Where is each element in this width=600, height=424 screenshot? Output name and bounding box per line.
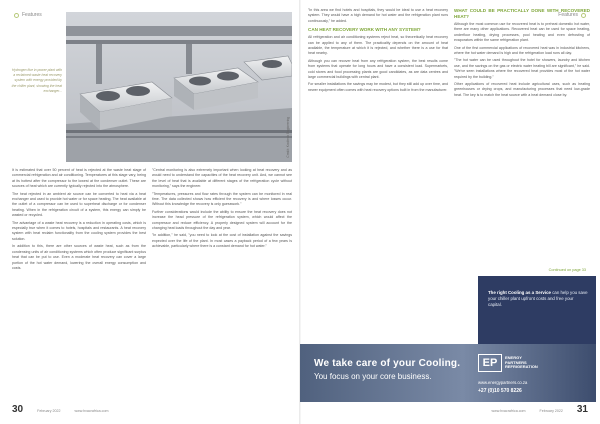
photo-illustration xyxy=(66,12,292,162)
footer-left xyxy=(12,404,108,415)
paragraph: "The hot water can be used throughout the hotel for showers, laundry and kitchen use, and the savings on the gas or electric water heating bill are significant," he said. "We've seen installations where the recovered heat provides most of the hot water required by the building." xyxy=(454,58,590,79)
logo-wordmark xyxy=(505,356,538,370)
paragraph: The advantage of a waste heat recovery is a reduction in operating costs, which is especially true when it comes to hotels, hospitals and restaurants. A heat recovery system with heat reclaim functionality from the cooling system provides the best solution. xyxy=(12,220,146,241)
right-column-1 xyxy=(308,8,448,95)
paragraph: For smaller installations the savings may be modest, but they still add up over time, and newer equipment often comes with heat recovery options built in from the manufacturer. xyxy=(308,82,448,92)
ad-phone[interactable]: +27 (0)10 570 8226 xyxy=(478,388,522,394)
left-column-2 xyxy=(152,168,292,252)
paragraph: "Central monitoring is also extremely important when looking at heat recovery and as would need to understand the capacities of the heat recovery unit. And, we cannot see the level of heat that is available at different stages of the refrigeration cycle without monitoring," says the engineer. xyxy=(152,168,292,189)
section-dot-icon xyxy=(14,13,19,18)
paragraph: Although the most common use for recovered heat is to preheat domestic hot water, there are many other applications. Recovered heat can be used for space heating, underfloor heating, drying processes, pool heating and even defrosting of evaporators within the same refrigeration plant. xyxy=(454,22,590,43)
logo-line: PARTNERS xyxy=(505,359,527,365)
right-page xyxy=(300,0,600,424)
section-tag-left xyxy=(14,12,42,18)
logo-line: ENERGY xyxy=(505,355,522,361)
website-left[interactable]: www.hvacrafrica.com xyxy=(74,409,109,413)
subheading: CAN HEAT RECOVERY WORK WITH ANY SYSTEM? xyxy=(308,27,421,33)
paragraph: One of the first commercial applications of recovered heat was in industrial kitchens, where the hot water demand is high and the refrigeration load runs all day. xyxy=(454,45,590,56)
ad-headline: We take care of your Cooling. xyxy=(314,358,461,369)
paragraph: "In this area we find hotels and hospitals, they would be ideal to use a heat recovery system. They would have a high demand for hot water and the refrigeration plant runs continuously," he added. xyxy=(308,8,448,23)
ad-subline: You focus on your core business. xyxy=(314,372,432,381)
paragraph: Further considerations would include the ability to ensure the heat recovery does not increase the head pressure of the refrigeration system, which would affect the compressor and reduce efficiency. A properly designed system will account for the changing heat loads throughout the day and year. xyxy=(152,209,292,231)
footer-right xyxy=(492,404,588,415)
paragraph: It is estimated that over 50 percent of heat is rejected at the waste heat stage of commercial refrigeration and air conditioning. Temperatures at this stage vary, being at its hottest after the compressor to the lowest at the condenser outlet. These are sources of heat which are currently typically rejected into the atmosphere. xyxy=(12,168,146,189)
logo-mark: EP xyxy=(478,354,502,372)
continued-link[interactable]: Continued on page 33 xyxy=(548,268,586,272)
cooling-service-ad[interactable] xyxy=(478,276,596,344)
photo-credit: Credit: Kooltech Engineering xyxy=(286,117,290,158)
issue-date-left: February 2022 xyxy=(37,409,61,413)
ad-lead: The right Cooling as a Service xyxy=(488,290,551,295)
right-column-2 xyxy=(454,8,590,100)
issue-date-right: February 2022 xyxy=(539,409,563,413)
paragraph: Other applications of recovered heat include agricultural uses, such as heating greenhouses or drying crops, and manufacturing processes that need low-grade heat. The key is to match the heat source with a heat demand close by. xyxy=(454,82,590,97)
section-label: Features xyxy=(558,12,578,18)
paragraph: In addition to this, there are other sources of waste heat, such as from the condensing units of air conditioning systems which often produce significant surplus heat that can be put to use. Even a moderate heat recovery can cover a large portion of the hot water demand, lowering the overall energy consumption and costs. xyxy=(12,244,146,270)
page-number-left: 30 xyxy=(12,404,24,415)
energy-partners-logo xyxy=(478,354,538,372)
paragraph: "In addition," he said, "you need to look at the cost of installation against the savings expected over the life of the plant. In most cases a payback period of a few years is achievable, particularly where there is a constant demand for hot water." xyxy=(152,233,292,249)
ad-text xyxy=(488,290,588,308)
energy-partners-ad-banner[interactable] xyxy=(300,344,596,402)
website-right[interactable]: www.hvacrafrica.com xyxy=(491,409,526,413)
photo-caption: Hydrogen flue in power plant with a reclaimed waste heat recovery system with energy provided by the chiller plant, showing the heat exchanger... xyxy=(11,68,62,93)
paragraph: The heat rejected in an ambient air source can be converted to heat via a heat exchanger and used to provide hot water or for space heating. The heat available at the outlet of a compressor can be used to superheat discharge or for condenser heating. When in the refrigeration circuit of a system, this energy can simply be wasted or recycled. xyxy=(12,191,146,218)
subheading: WHAT COULD BE PRACTICALLY DONE WITH RECOVERED HEAT? xyxy=(454,8,590,19)
section-label: Features xyxy=(22,12,42,18)
page-number-right: 31 xyxy=(576,404,588,415)
rooftop-condensers-photo xyxy=(66,12,292,162)
paragraph: All refrigeration and air conditioning systems reject heat, so theoretically heat recovery can be applied to any of them. The practicality depends on the amount of heat available, the temperature at which it is rejected, and whether there is a use for that heat nearby. xyxy=(308,35,448,56)
left-column-1 xyxy=(12,168,146,273)
ad-website[interactable]: www.energypartners.co.za xyxy=(478,380,528,385)
logo-line: REFRIGERATION xyxy=(505,364,538,370)
paragraph: Although you can recover heat from any refrigeration system, the best results come from systems that operate for long hours and have a consistent load. Supermarkets, cold stores and food processing plants are good candidates, as are data centres and large commercial buildings with central plant. xyxy=(308,58,448,80)
ad-body: can help you save your chiller plant upfront costs and free your capital. xyxy=(488,290,588,307)
paragraph: "Temperatures, pressures and flow rates through the system can be monitored in real time. The data collected shows how efficient the recovery is and where losses occur. Without this knowledge the recovery is only guesswork." xyxy=(152,191,292,207)
